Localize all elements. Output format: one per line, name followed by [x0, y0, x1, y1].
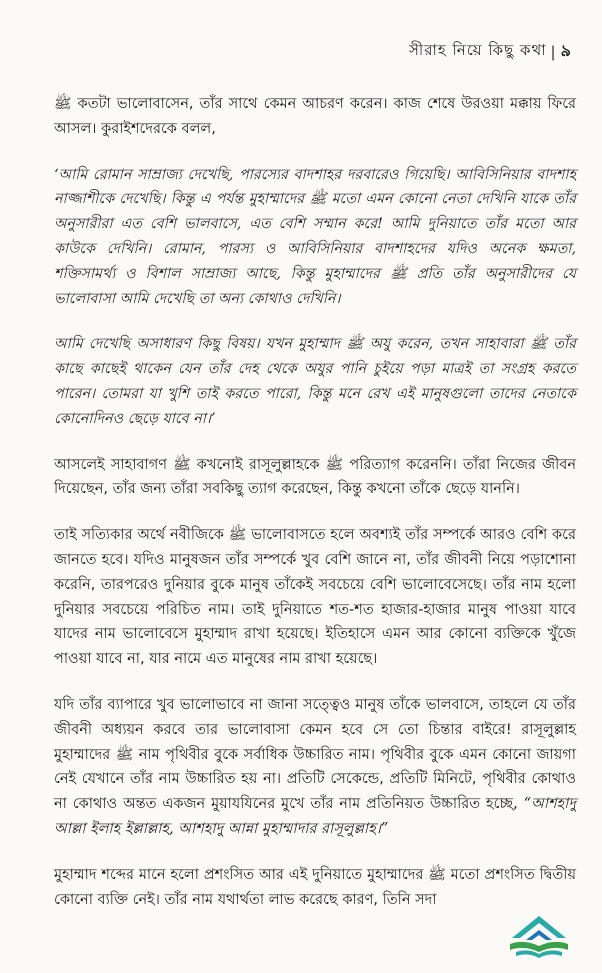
adhan-quote: “আশহাদু আল্লা ইলাহ ইল্লাল্লাহ, আশহাদু আন্না মুহাম্মাদার রাসূলুল্লাহ।” [54, 796, 577, 837]
paragraph-2: আসলেই সাহাবাগণ ﷺ কখনোই রাসূলুল্লাহকে ﷺ পরিত্যাগ করেননি। তাঁরা নিজের জীবন দিয়েছেন, তাঁর জন্য তাঁরা সবকিছু ত্যাগ করেছেন, কিন্তু কখনো তাঁকে ছেড়ে যাননি। [54, 456, 576, 498]
paragraph-4 [54, 693, 576, 842]
quote-paragraph-2: আমি দেখেছি অসাধারণ কিছু বিষয়। যখন মুহাম্মাদ ﷺ অযু করেন, তখন সাহাবারা ﷺ তাঁর কাছে কাছেই থাকেন যেন তাঁর দেহ থেকে অযুর পানি চুইয়ে পড়া মাত্রই তা সংগ্রহ করতে পারেন। তোমরা যা খুশি তাই করতে পারো, কিন্তু মনে রেখ এই মানুষগুলো তাদের নেতাকে কোনোদিনও ছেড়ে যাবে না।’ [54, 336, 576, 427]
paragraph-1: ﷺ কতটা ভালোবাসেন, তাঁর সাথে কেমন আচরণ করেন। কাজ শেষে উরওয়া মক্কায় ফিরে আসল। কুরাইশদেরকে বলল, [54, 96, 576, 137]
logo-roof-blue [526, 930, 552, 940]
quote-paragraph-1: ‘আমি রোমান সাম্রাজ্য দেখেছি, পারস্যের বাদশাহর দরবারেও গিয়েছি। আবিসিনিয়ার বাদশাহ নাজ্জাশীকে দেখেছি। কিন্তু এ পর্যন্ত মুহাম্মাদের ﷺ মতো এমন কোনো নেতা দেখিনি যাকে তাঁর অনুসারীরা এত বেশি ভালবাসে, এত বেশি সম্মান করে! আমি দুনিয়াতে তাঁর মতো আর কাউকে দেখিনি। রোমান, পারস্য ও আবিসিনিয়ার বাদশাহদের যদিও অনেক ক্ষমতা, শক্তিসামর্থ্য ও বিশাল সাম্রাজ্য আছে, কিন্তু মুহাম্মাদের ﷺ প্রতি তাঁর অনুসারীদের যে ভালোবাসা আমি দেখেছি তা অন্য কোথাও দেখিনি। [54, 166, 576, 307]
running-header [409, 38, 572, 65]
paragraph-4-text: যদি তাঁর ব্যাপারে খুব ভালোভাবে না জানা সত্ত্বেও মানুষ তাঁকে ভালবাসে, তাহলে যে তাঁর জীবনী অধ্যয়ন করবে তার ভালোবাসা কেমন হবে সে তো চিন্তার বাইরে! রাসূলুল্লাহ মুহাম্মাদের ﷺ নাম পৃথিবীর বুকে সর্বাধিক উচ্চারিত নাম। পৃথিবীর বুকে এমন কোনো জায়গা নেই যেখানে তাঁর নাম উচ্চারিত হয় না। প্রতিটি সেকেন্ডে, প্রতিটি মিনিটে, পৃথিবীর কোথাও না কোথাও অন্তত একজন মুয়াযযিনের মুখে তাঁর নাম প্রতিনিয়ত উচ্চারিত হচ্ছে, [54, 696, 577, 813]
logo-book-green [510, 942, 568, 952]
paragraph-5: মুহাম্মাদ শব্দের মানে হলো প্রশংসিত আর এই দুনিয়াতে মুহাম্মাদের ﷺ মতো প্রশংসিত দ্বিতীয় কোনো ব্যক্তি নেই। তাঁর নাম যথার্থতা লাভ করেছে কারণ, তিনি সদা [54, 866, 576, 908]
running-header-separator: | [550, 42, 557, 61]
body-text [54, 92, 576, 933]
page-number: ৯ [560, 41, 572, 60]
paragraph-3: তাই সত্যিকার অর্থে নবীজিকে ﷺ ভালোবাসতে হলে অবশ্যই তাঁর সম্পর্কে আরও বেশি করে জানতে হবে। যদিও মানুষজন তাঁর সম্পর্কে খুব বেশি জানে না, তাঁর জীবনী নিয়ে পড়াশোনা করেনি, তারপরেও দুনিয়ার বুকে মানুষ তাঁকেই সবচেয়ে বেশি ভালোবেসেছে। তাঁর নাম হলো দুনিয়ার সবচেয়ে পরিচিত নাম। তাই দুনিয়াতে শত-শত হাজার-হাজার মানুষ পাওয়া যাবে যাদের নাম ভালোবেসে মুহাম্মাদ রাখা হয়েছে। ইতিহাসে এমন আর কোনো ব্যক্তিকে খুঁজে পাওয়া যাবে না, যার নামে এত মানুষের নাম রাখা হয়েছে। [54, 527, 576, 668]
running-header-title: সীরাহ নিয়ে কিছু কথা [409, 41, 547, 59]
publisher-logo-icon [506, 912, 572, 960]
